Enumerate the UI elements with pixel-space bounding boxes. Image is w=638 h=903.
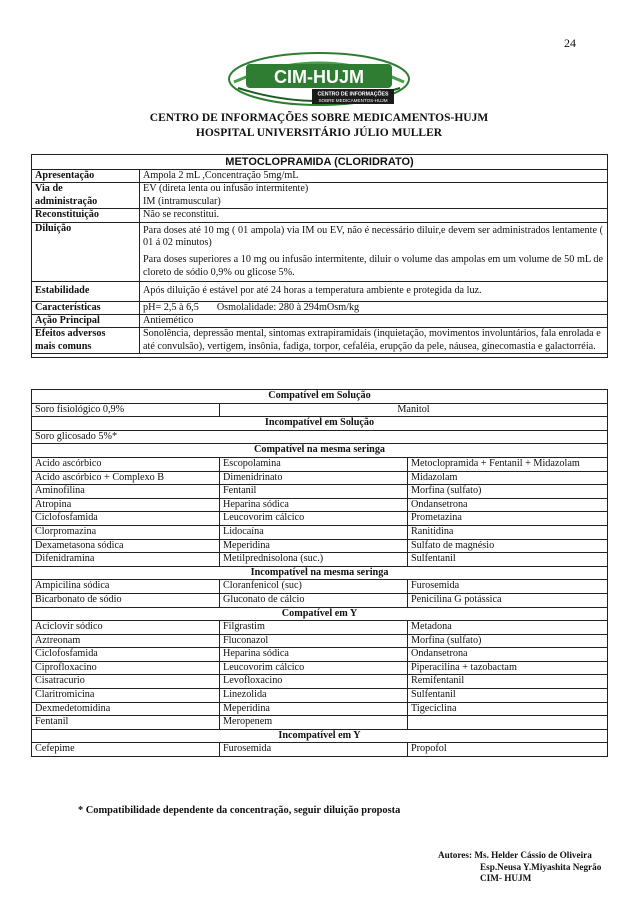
row-estabilidade — [32, 282, 608, 301]
table-row — [32, 675, 608, 689]
table-row — [32, 471, 608, 485]
table-cell: Ondansetrona — [408, 648, 608, 662]
table-cell: Manitol — [220, 403, 608, 417]
table-cell: Furosemida — [408, 580, 608, 594]
table-cell — [408, 716, 608, 730]
svg-text:SOBRE MEDICAMENTOS-HUJM: SOBRE MEDICAMENTOS-HUJM — [318, 98, 388, 103]
table-cell: Meperidina — [220, 539, 408, 553]
table-cell: Sulfentanil — [408, 553, 608, 567]
footnote: * Compatibilidade dependente da concentração, seguir diluição proposta — [78, 805, 401, 816]
row-via — [32, 183, 608, 209]
label-efeitos-1: Efeitos adversos — [35, 328, 106, 340]
table-cell: Aztreonam — [32, 634, 220, 648]
table-cell: Levofloxacino — [220, 675, 408, 689]
authors-line-1: Autores: Ms. Helder Cássio de Oliveira — [438, 850, 592, 860]
table-row — [32, 689, 608, 703]
table-cell: Ampicilina sódica — [32, 580, 220, 594]
table-cell: Propofol — [408, 743, 608, 757]
table-row — [32, 512, 608, 526]
authors-block — [438, 850, 601, 885]
table-cell: Ciclofosfamida — [32, 648, 220, 662]
row-efeitos — [32, 328, 608, 354]
table-cell: Atropina — [32, 498, 220, 512]
table-row — [32, 702, 608, 716]
section-header: Incompatível em Y — [32, 729, 608, 743]
table-row — [32, 580, 608, 594]
table-cell: Morfina (sulfato) — [408, 634, 608, 648]
table-cell: Dexmedetomidina — [32, 702, 220, 716]
table-cell: Filgrastim — [220, 621, 408, 635]
spacer-row — [32, 354, 608, 358]
table-cell: Meperidina — [220, 702, 408, 716]
table-cell: Tigeciclina — [408, 702, 608, 716]
table-cell: Cisatracurio — [32, 675, 220, 689]
row-diluicao — [32, 222, 608, 282]
table-row — [32, 593, 608, 607]
value-apresentacao: Ampola 2 mL ,Concentração 5mg/mL — [140, 170, 608, 183]
table-cell: Morfina (sulfato) — [408, 485, 608, 499]
table-row — [32, 661, 608, 675]
table-cell: Fentanil — [220, 485, 408, 499]
table-row — [32, 648, 608, 662]
table-row — [32, 485, 608, 499]
table-cell: Sulfato de magnésio — [408, 539, 608, 553]
table-cell: Ciclofosfamida — [32, 512, 220, 526]
label-reconstituicao: Reconstituição — [32, 209, 140, 222]
table-cell: Difenidramina — [32, 553, 220, 567]
table-cell: Furosemida — [220, 743, 408, 757]
table-row — [32, 430, 608, 444]
table-row — [32, 716, 608, 730]
table-cell: Fluconazol — [220, 634, 408, 648]
table-cell: Leucovorim cálcico — [220, 661, 408, 675]
table-cell: Clorpromazina — [32, 525, 220, 539]
table-cell: Fentanil — [32, 716, 220, 730]
label-estabilidade: Estabilidade — [32, 282, 140, 301]
table-cell: Claritromicina — [32, 689, 220, 703]
table-cell: Meropenem — [220, 716, 408, 730]
table-cell: Midazolam — [408, 471, 608, 485]
section-header: Compatível em Y — [32, 607, 608, 621]
table-cell: Lidocaína — [220, 525, 408, 539]
section-header: Compatível na mesma seringa — [32, 444, 608, 458]
row-apresentacao — [32, 170, 608, 183]
table-row — [32, 634, 608, 648]
page-number: 24 — [564, 36, 576, 50]
label-via-1: Via de — [35, 183, 63, 195]
authors-line-2: Esp.Neusa Y.Miyashita Negrão — [480, 861, 602, 872]
label-apresentacao: Apresentação — [32, 170, 140, 183]
row-reconstituicao — [32, 209, 608, 222]
table-cell: Metilprednisolona (suc.) — [220, 553, 408, 567]
table-cell: Metadona — [408, 621, 608, 635]
table-cell: Bicarbonato de sódio — [32, 593, 220, 607]
value-via-2: IM (intramuscular) — [143, 195, 221, 207]
cim-hujm-logo — [226, 52, 412, 108]
table-cell: Heparina sódica — [220, 498, 408, 512]
compatibility-table — [31, 389, 608, 757]
table-row — [32, 525, 608, 539]
row-caracteristicas — [32, 301, 608, 314]
table-cell: Metoclopramida + Fentanil + Midazolam — [408, 457, 608, 471]
table-cell: Dexametasona sódica — [32, 539, 220, 553]
label-caracteristicas: Características — [32, 301, 140, 314]
row-acao — [32, 315, 608, 328]
table-row — [32, 743, 608, 757]
table-cell: Ondansetrona — [408, 498, 608, 512]
table-row — [32, 457, 608, 471]
label-efeitos-2: mais comuns — [35, 340, 92, 352]
section-header: Compatível em Solução — [32, 390, 608, 404]
table-row — [32, 539, 608, 553]
value-osmolalidade: Osmolalidade: 280 à 294mOsm/kg — [216, 301, 360, 313]
section-header: Incompatível na mesma seringa — [32, 566, 608, 580]
value-estabilidade: Após diluição é estável por até 24 horas a temperatura ambiente e protegida da luz. — [140, 282, 608, 301]
svg-text:CENTRO DE INFORMAÇÕES: CENTRO DE INFORMAÇÕES — [317, 91, 389, 98]
table-cell: Sulfentanil — [408, 689, 608, 703]
table-cell: Piperacilina + tazobactam — [408, 661, 608, 675]
header-center-name: CENTRO DE INFORMAÇÕES SOBRE MEDICAMENTOS-HUJM — [149, 112, 489, 124]
value-acao: Antiemético — [140, 315, 608, 328]
table-cell: Ranitidina — [408, 525, 608, 539]
table-cell: Remifentanil — [408, 675, 608, 689]
table-cell: Aciclovir sódico — [32, 621, 220, 635]
label-diluicao: Diluição — [32, 222, 140, 282]
label-via-2: administração — [35, 195, 98, 207]
value-ph: pH= 2,5 à 6,5 — [143, 301, 199, 313]
table-cell: Acido ascórbico — [32, 457, 220, 471]
table-cell: Soro fisiológico 0,9% — [32, 403, 220, 417]
value-via-1: EV (direta lenta ou infusão intermitente) — [143, 183, 309, 195]
table-cell: Ciprofloxacino — [32, 661, 220, 675]
table-cell: Heparina sódica — [220, 648, 408, 662]
table-row — [32, 553, 608, 567]
table-row — [32, 498, 608, 512]
table-row — [32, 621, 608, 635]
table-cell: Cefepime — [32, 743, 220, 757]
table-cell: Leucovorim cálcico — [220, 512, 408, 526]
label-acao: Ação Principal — [32, 315, 140, 328]
authors-line-3: CIM- HUJM — [480, 873, 532, 883]
table-cell: Acido ascórbico + Complexo B — [32, 471, 220, 485]
table-cell: Penicilina G potássica — [408, 593, 608, 607]
header-hospital-name: HOSPITAL UNIVERSITÁRIO JÚLIO MULLER — [195, 127, 443, 139]
drug-title: METOCLOPRAMIDA (CLORIDRATO) — [32, 155, 608, 170]
table-cell: Gluconato de cálcio — [220, 593, 408, 607]
monograph-table — [31, 154, 608, 358]
table-row — [32, 403, 608, 417]
table-cell: Escopolamina — [220, 457, 408, 471]
table-cell: Dimenidrinato — [220, 471, 408, 485]
value-diluicao-1: Para doses até 10 mg ( 01 ampola) via IM ou EV, não é necessário diluir,e devem ser administrados lentamente ( 01 á 02 minutos) — [143, 224, 604, 249]
table-cell: Cloranfenicol (suc) — [220, 580, 408, 594]
logo-text: CIM-HUJM — [274, 67, 364, 87]
value-efeitos: Sonolência, depressão mental, sintomas extrapiramidais (inquietação, movimentos involuntários, fala enrolada e até convulsão), vertigem, insônia, fadiga, torpor, cefaléia, erupção da pele, náusea, ginecomastia e galactorréia. — [140, 328, 608, 354]
value-reconstituicao: Não se reconstitui. — [140, 209, 608, 222]
table-cell: Aminofilina — [32, 485, 220, 499]
table-cell: Soro glicosado 5%* — [32, 430, 608, 444]
table-cell: Prometazina — [408, 512, 608, 526]
table-cell: Linezolida — [220, 689, 408, 703]
section-header: Incompatível em Solução — [32, 417, 608, 431]
value-diluicao-2: Para doses superiores a 10 mg ou infusão intermitente, diluir o volume das ampolas em um volume de 50 mL de cloreto de sódio 0,9% ou glicose 5%. — [143, 254, 604, 278]
